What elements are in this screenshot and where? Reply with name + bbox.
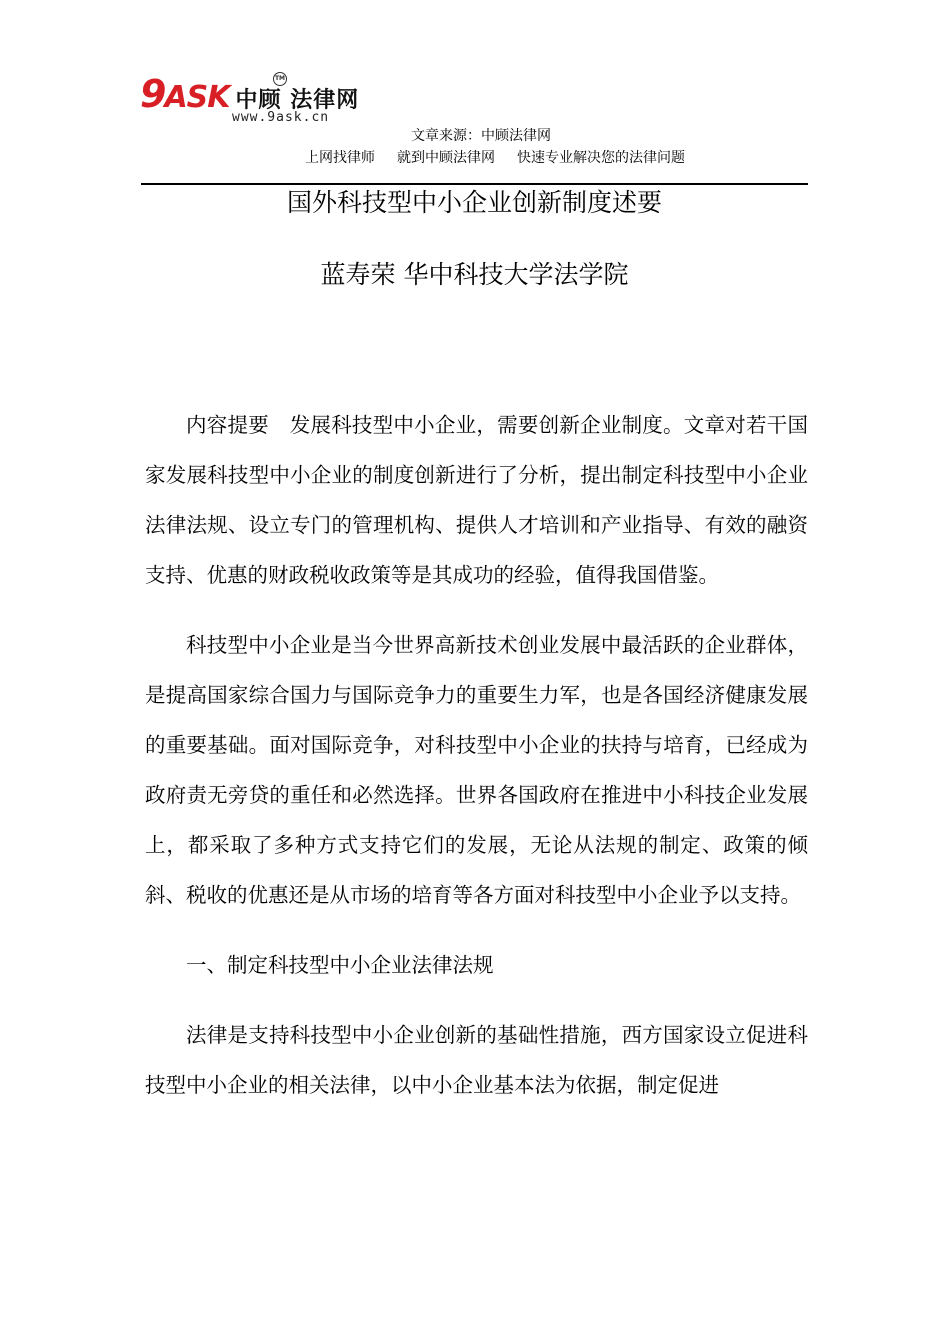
header-slogan: [305, 147, 707, 167]
article-body: [145, 400, 808, 1110]
header-divider: [141, 183, 808, 185]
slogan-part-2: 就到中顾法律网: [397, 150, 495, 166]
article-source: 文章来源：中顾法律网: [411, 128, 551, 144]
logo[interactable]: [140, 72, 370, 128]
logo-chinese-name: 中顾 法律网: [235, 88, 360, 113]
body-paragraph: 法律是支持科技型中小企业创新的基础性措施，西方国家设立促进科技型中小企业的相关法律，以中小企业基本法为依据，制定促进: [145, 1023, 808, 1097]
section-heading: 一、制定科技型中小企业法律法规: [186, 953, 494, 977]
article-title: 国外科技型中小企业创新制度述要: [286, 188, 662, 217]
trademark-icon: TM: [273, 72, 287, 86]
body-paragraph: 科技型中小企业是当今世界高新技术创业发展中最活跃的企业群体，是提高国家综合国力与国际竞争力的重要生力军，也是各国经济健康发展的重要基础。面对国际竞争，对科技型中小企业的扶持与培育，已经成为政府责无旁贷的重任和必然选择。世界各国政府在推进中小科技企业发展上，都采取了多种方式支持它们的发展，无论从法规的制定、政策的倾斜、税收的优惠还是从市场的培育等各方面对科技型中小企业予以支持。: [145, 633, 808, 907]
logo-digit: 9: [140, 72, 165, 116]
slogan-part-1: 上网找律师: [305, 150, 375, 166]
logo-word: ASK: [164, 80, 230, 115]
slogan-part-3: 快速专业解决您的法律问题: [517, 150, 685, 166]
abstract-paragraph: 内容提要 发展科技型中小企业，需要创新企业制度。文章对若干国家发展科技型中小企业的制度创新进行了分析，提出制定科技型中小企业法律法规、设立专门的管理机构、提供人才培训和产业指导、有效的融资支持、优惠的财政税收政策等是其成功的经验，值得我国借鉴。: [145, 413, 808, 587]
logo-url: www.9ask.cn: [232, 110, 330, 125]
article-author: 蓝寿荣 华中科技大学法学院: [320, 260, 629, 289]
